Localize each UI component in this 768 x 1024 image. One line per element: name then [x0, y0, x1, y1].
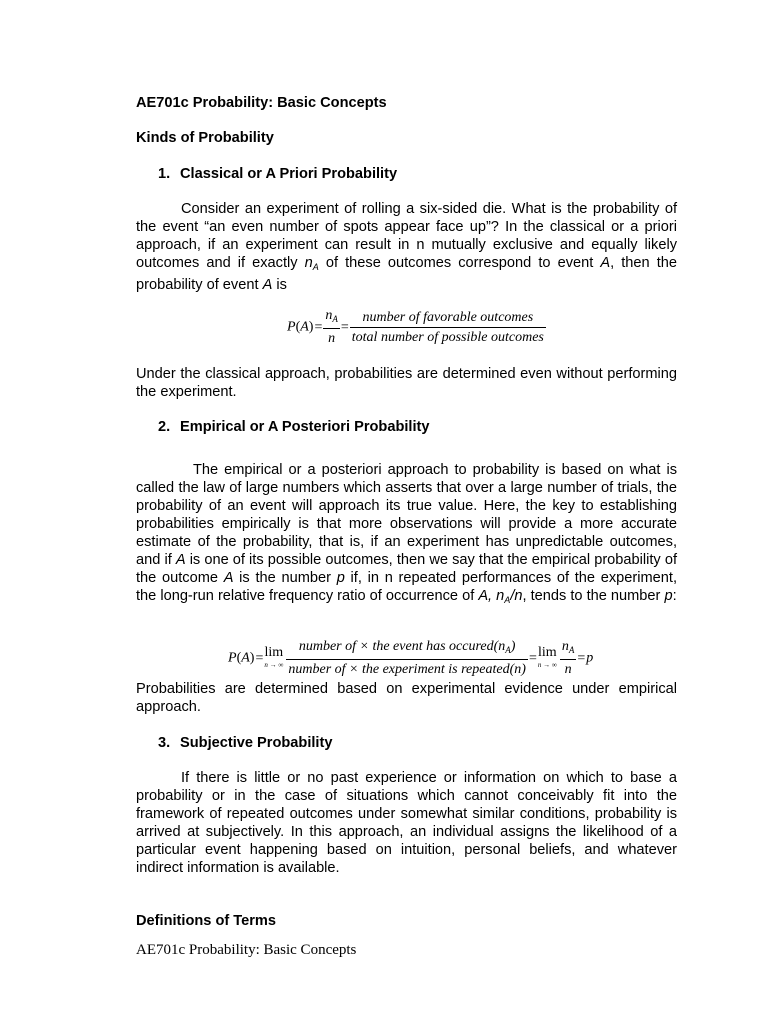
fraction-nA-over-n: $\frac{n_A}{n}$: [325, 308, 338, 346]
section-heading: Kinds of Probability: [136, 130, 274, 146]
empirical-probability-formula: P(A)= lim n → ∞ $\frac{number of \times the event has occured(n_A)}{\text{number of × the experiment is repeated(n)}}$ = lim n → ∞ $\frac{n_A}{n}$ =p: [228, 639, 594, 677]
subjective-paragraph: If there is little or no past experience or information on which to base a probability or in the case of situations which cannot conceivably fit into the framework of repeated outcomes under somewhat similar conditions, probability is arrived at subjectively. In this approach, an individual assigns the likelihood of a particular event happening based on intuition, personal beliefs, and whatever indirect information is available.: [136, 770, 677, 876]
document-title: AE701c Probability: Basic Concepts: [136, 95, 387, 111]
classical-paragraph: Consider an experiment of rolling a six-sided die. What is the probability of the event “an even number of spots appear face up”? In the classical or a priori approach, if an experiment can result in n mutually exclusive and equally likely outcomes and if exactly $n_A$ of these outcomes correspond to event A, then the probability of event A is: [136, 201, 677, 293]
subsection-number: 2.: [158, 419, 171, 435]
classical-probability-formula: P(A)= $\frac{n_A}{n}$ = $\frac{\text{number of favorable outcomes}}{\text{total number of possible outcomes}}$: [287, 308, 544, 346]
page-footer: AE701c Probability: Basic Concepts: [136, 942, 357, 958]
fraction-nA-over-n: $\frac{n_A}{n}$: [561, 639, 575, 677]
subsection-title: Classical or A Priori Probability: [180, 166, 398, 182]
fraction-favorable-over-total: $\frac{\text{number of favorable outcomes}}{\text{total number of possible outcomes}}$: [351, 309, 544, 345]
subsection-number: 3.: [158, 735, 171, 751]
definitions-heading: Definitions of Terms: [136, 913, 277, 929]
subsection-title: Empirical or A Posteriori Probability: [180, 419, 430, 435]
subsection-number: 1.: [158, 166, 171, 182]
subsection-heading-1: [136, 165, 677, 183]
limit-operator: lim n → ∞: [264, 644, 284, 669]
subsection-heading-3: [136, 734, 677, 752]
empirical-conclusion: Probabilities are determined based on experimental evidence under empirical approach.: [136, 681, 677, 715]
subsection-heading-2: [136, 418, 677, 436]
empirical-paragraph: The empirical or a posteriori approach to probability is based on what is called the law of large numbers which asserts that over a large number of trials, the probability of an event will approach its true value. Here, the key to establishing probabilities empirically is that more observations will provide a more accurate estimate of the probability, that is, if an experiment has unpredictable outcomes, and if A is one of its possible outcomes, then we say that the empirical probability of the outcome A is the number p if, in n repeated performances of the experiment, the long-run relative frequency ratio of occurrence of A, $n_A/n$, tends to the number p:: [136, 462, 678, 605]
limit-operator: lim n → ∞: [537, 644, 557, 669]
fraction-occurrences-over-trials: $\frac{number of \times the event has occured(n_A)}{\text{number of × the experiment is repeated(n)}}$: [288, 639, 526, 677]
classical-conclusion: Under the classical approach, probabilities are determined even without performing the experiment.: [136, 366, 677, 400]
subsection-title: Subjective Probability: [180, 735, 333, 751]
